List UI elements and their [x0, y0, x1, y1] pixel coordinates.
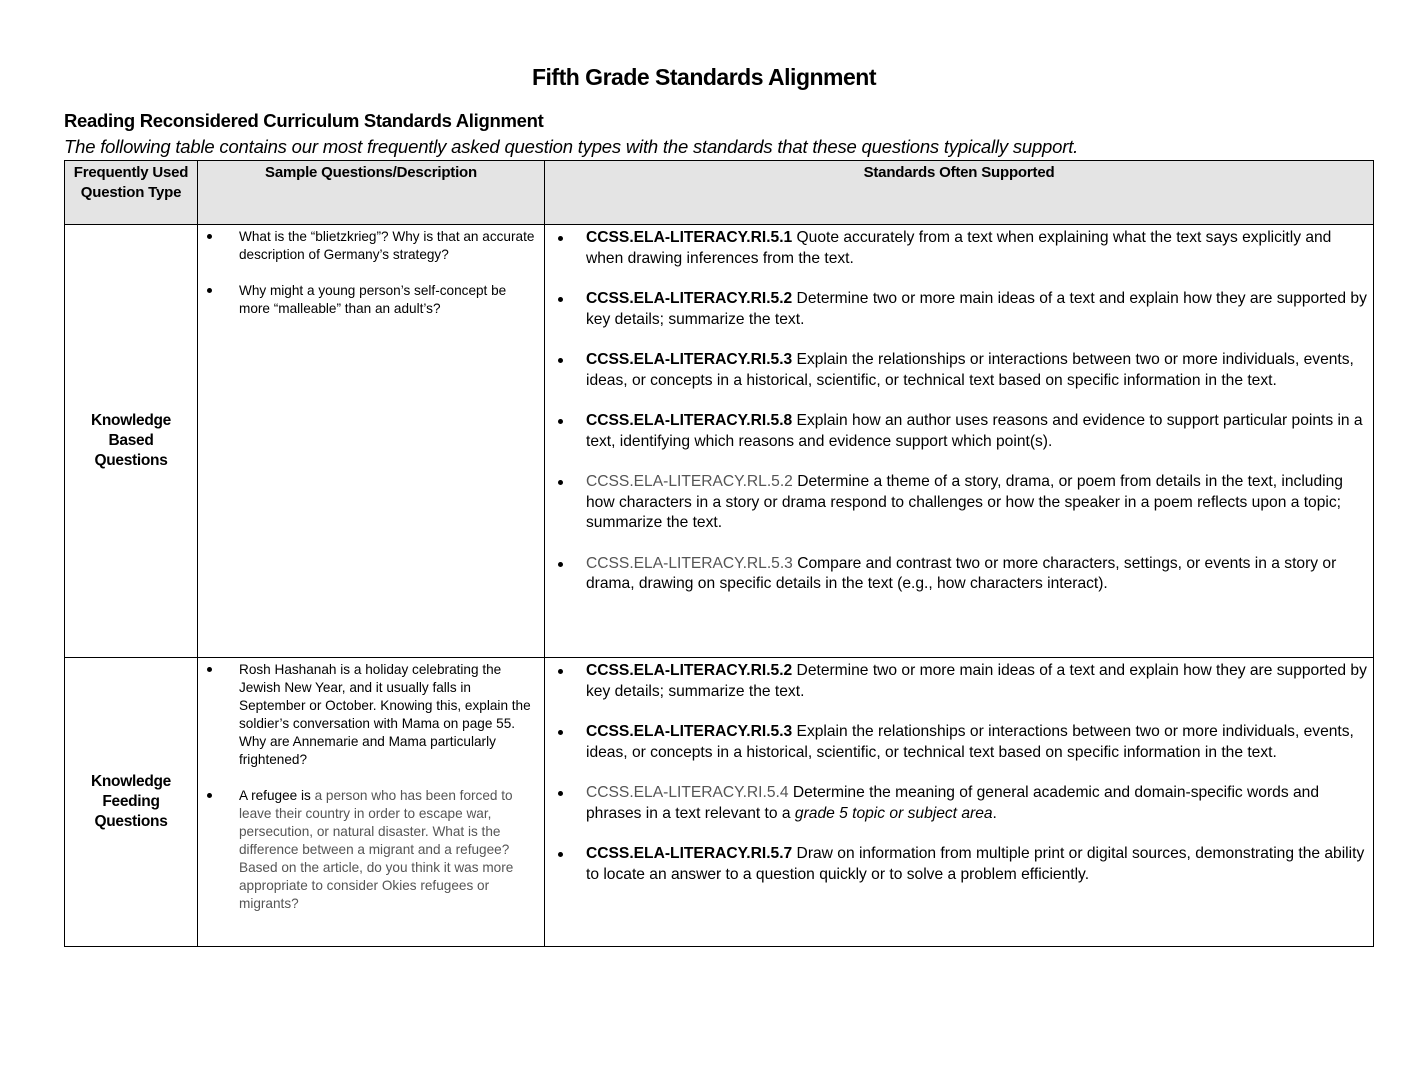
header-question-type: Frequently Used Question Type: [65, 161, 198, 225]
standards-alignment-table: [64, 160, 1374, 947]
standard-description: Determine the meaning of general academic and domain-specific words and phrases in a text relevant to a: [586, 784, 1319, 822]
sample-question-body: a person who has been forced to leave their country in order to escape war, persecution, or natural disaster. What is the difference between a migrant and a refugee? Based on the article, do you think it was more appropriate to consider Okies refugees or migrants?: [239, 788, 514, 911]
standard-code: CCSS.ELA-LITERACY.RI.5.2: [586, 290, 793, 307]
standard-description: Explain the relationships or interactions between two or more individuals, events, ideas, or concepts in a historical, scientific, or technical text based on specific information in the text.: [586, 351, 1354, 389]
standard-code: CCSS.ELA-LITERACY.RI.5.8: [586, 412, 793, 429]
standard-code: CCSS.ELA-LITERACY.RI.5.1: [586, 229, 793, 246]
sample-question: What is the “blietzkrieg”? Why is that an accurate description of Germany’s strategy?: [198, 228, 536, 264]
sample-question-lead: A refugee is: [239, 788, 311, 803]
table-row: [65, 225, 1374, 658]
question-type-line: Questions: [94, 813, 168, 830]
standard-item: [545, 844, 1367, 885]
question-type-line: Knowledge: [91, 773, 171, 790]
standard-description: Determine a theme of a story, drama, or poem from details in the text, including how characters in a story or drama respond to challenges or how the speaker in a poem reflects upon a topic; summarize the text.: [586, 473, 1343, 531]
standards-cell: [545, 658, 1374, 947]
standards-cell: [545, 225, 1374, 658]
standard-item: [545, 350, 1367, 391]
page-title: Fifth Grade Standards Alignment: [531, 64, 876, 90]
table-header-row: [65, 161, 1374, 225]
question-type-line: Based: [108, 432, 154, 449]
standard-description: Draw on information from multiple print or digital sources, demonstrating the ability to locate an answer to a question quickly or to solve a problem efficiently.: [586, 845, 1365, 883]
sample-question: [198, 787, 536, 913]
table-row: [65, 658, 1374, 947]
standard-item: [545, 554, 1367, 595]
header-standards: Standards Often Supported: [545, 161, 1374, 225]
standard-item: [545, 411, 1367, 452]
sample-questions-cell: [198, 658, 545, 947]
standard-code: CCSS.ELA-LITERACY.RI.5.4: [586, 784, 789, 801]
header-sample-questions: Sample Questions/Description: [198, 161, 545, 225]
standard-description: Determine two or more main ideas of a text and explain how they are supported by key details; summarize the text.: [586, 662, 1367, 700]
standard-code: CCSS.ELA-LITERACY.RL.5.2: [586, 473, 793, 490]
standard-item: [545, 661, 1367, 702]
question-type-line: Knowledge: [91, 412, 171, 429]
standard-description: Quote accurately from a text when explaining what the text says explicitly and when drawing inferences from the text.: [586, 229, 1332, 267]
standard-code: CCSS.ELA-LITERACY.RI.5.3: [586, 351, 793, 368]
standard-description-tail: .: [992, 804, 997, 822]
question-type-line: Feeding: [102, 793, 160, 810]
standard-code: CCSS.ELA-LITERACY.RI.5.3: [586, 723, 793, 740]
question-type-line: Questions: [94, 452, 168, 469]
sample-question: Rosh Hashanah is a holiday celebrating the Jewish New Year, and it usually falls in September or October. Knowing this, explain the soldier’s conversation with Mama on page 55. Why are Annemarie and Mama particularly frightened?: [198, 661, 536, 769]
sample-question: Why might a young person’s self-concept be more “malleable” than an adult’s?: [198, 282, 536, 318]
question-type-cell: [65, 658, 198, 947]
intro-text: The following table contains our most frequently asked question types with the standards that these questions typically support.: [64, 136, 1079, 157]
sample-questions-cell: [198, 225, 545, 658]
standard-item: [545, 722, 1367, 763]
standard-item: [545, 228, 1367, 269]
standard-item: [545, 472, 1367, 534]
standard-code: CCSS.ELA-LITERACY.RI.5.7: [586, 845, 793, 862]
standard-description: Explain the relationships or interactions between two or more individuals, events, ideas, or concepts in a historical, scientific, or technical text based on specific information in the text.: [586, 723, 1354, 761]
standard-description-italic: grade 5 topic or subject area: [794, 804, 993, 822]
standard-code: CCSS.ELA-LITERACY.RI.5.2: [586, 662, 793, 679]
question-type-cell: [65, 225, 198, 658]
standard-code: CCSS.ELA-LITERACY.RL.5.3: [586, 554, 793, 572]
standard-item: [545, 289, 1367, 330]
standard-description: Determine two or more main ideas of a text and explain how they are supported by key details; summarize the text.: [586, 290, 1367, 328]
standard-description: Compare and contrast two or more characters, settings, or events in a story or drama, drawing on specific details in the text (e.g., how characters interact).: [586, 554, 1337, 592]
standard-description: Explain how an author uses reasons and evidence to support particular points in a text, identifying which reasons and evidence support which point(s).: [586, 412, 1363, 450]
standard-item: [545, 783, 1367, 824]
section-subtitle: Reading Reconsidered Curriculum Standards Alignment: [64, 110, 544, 131]
